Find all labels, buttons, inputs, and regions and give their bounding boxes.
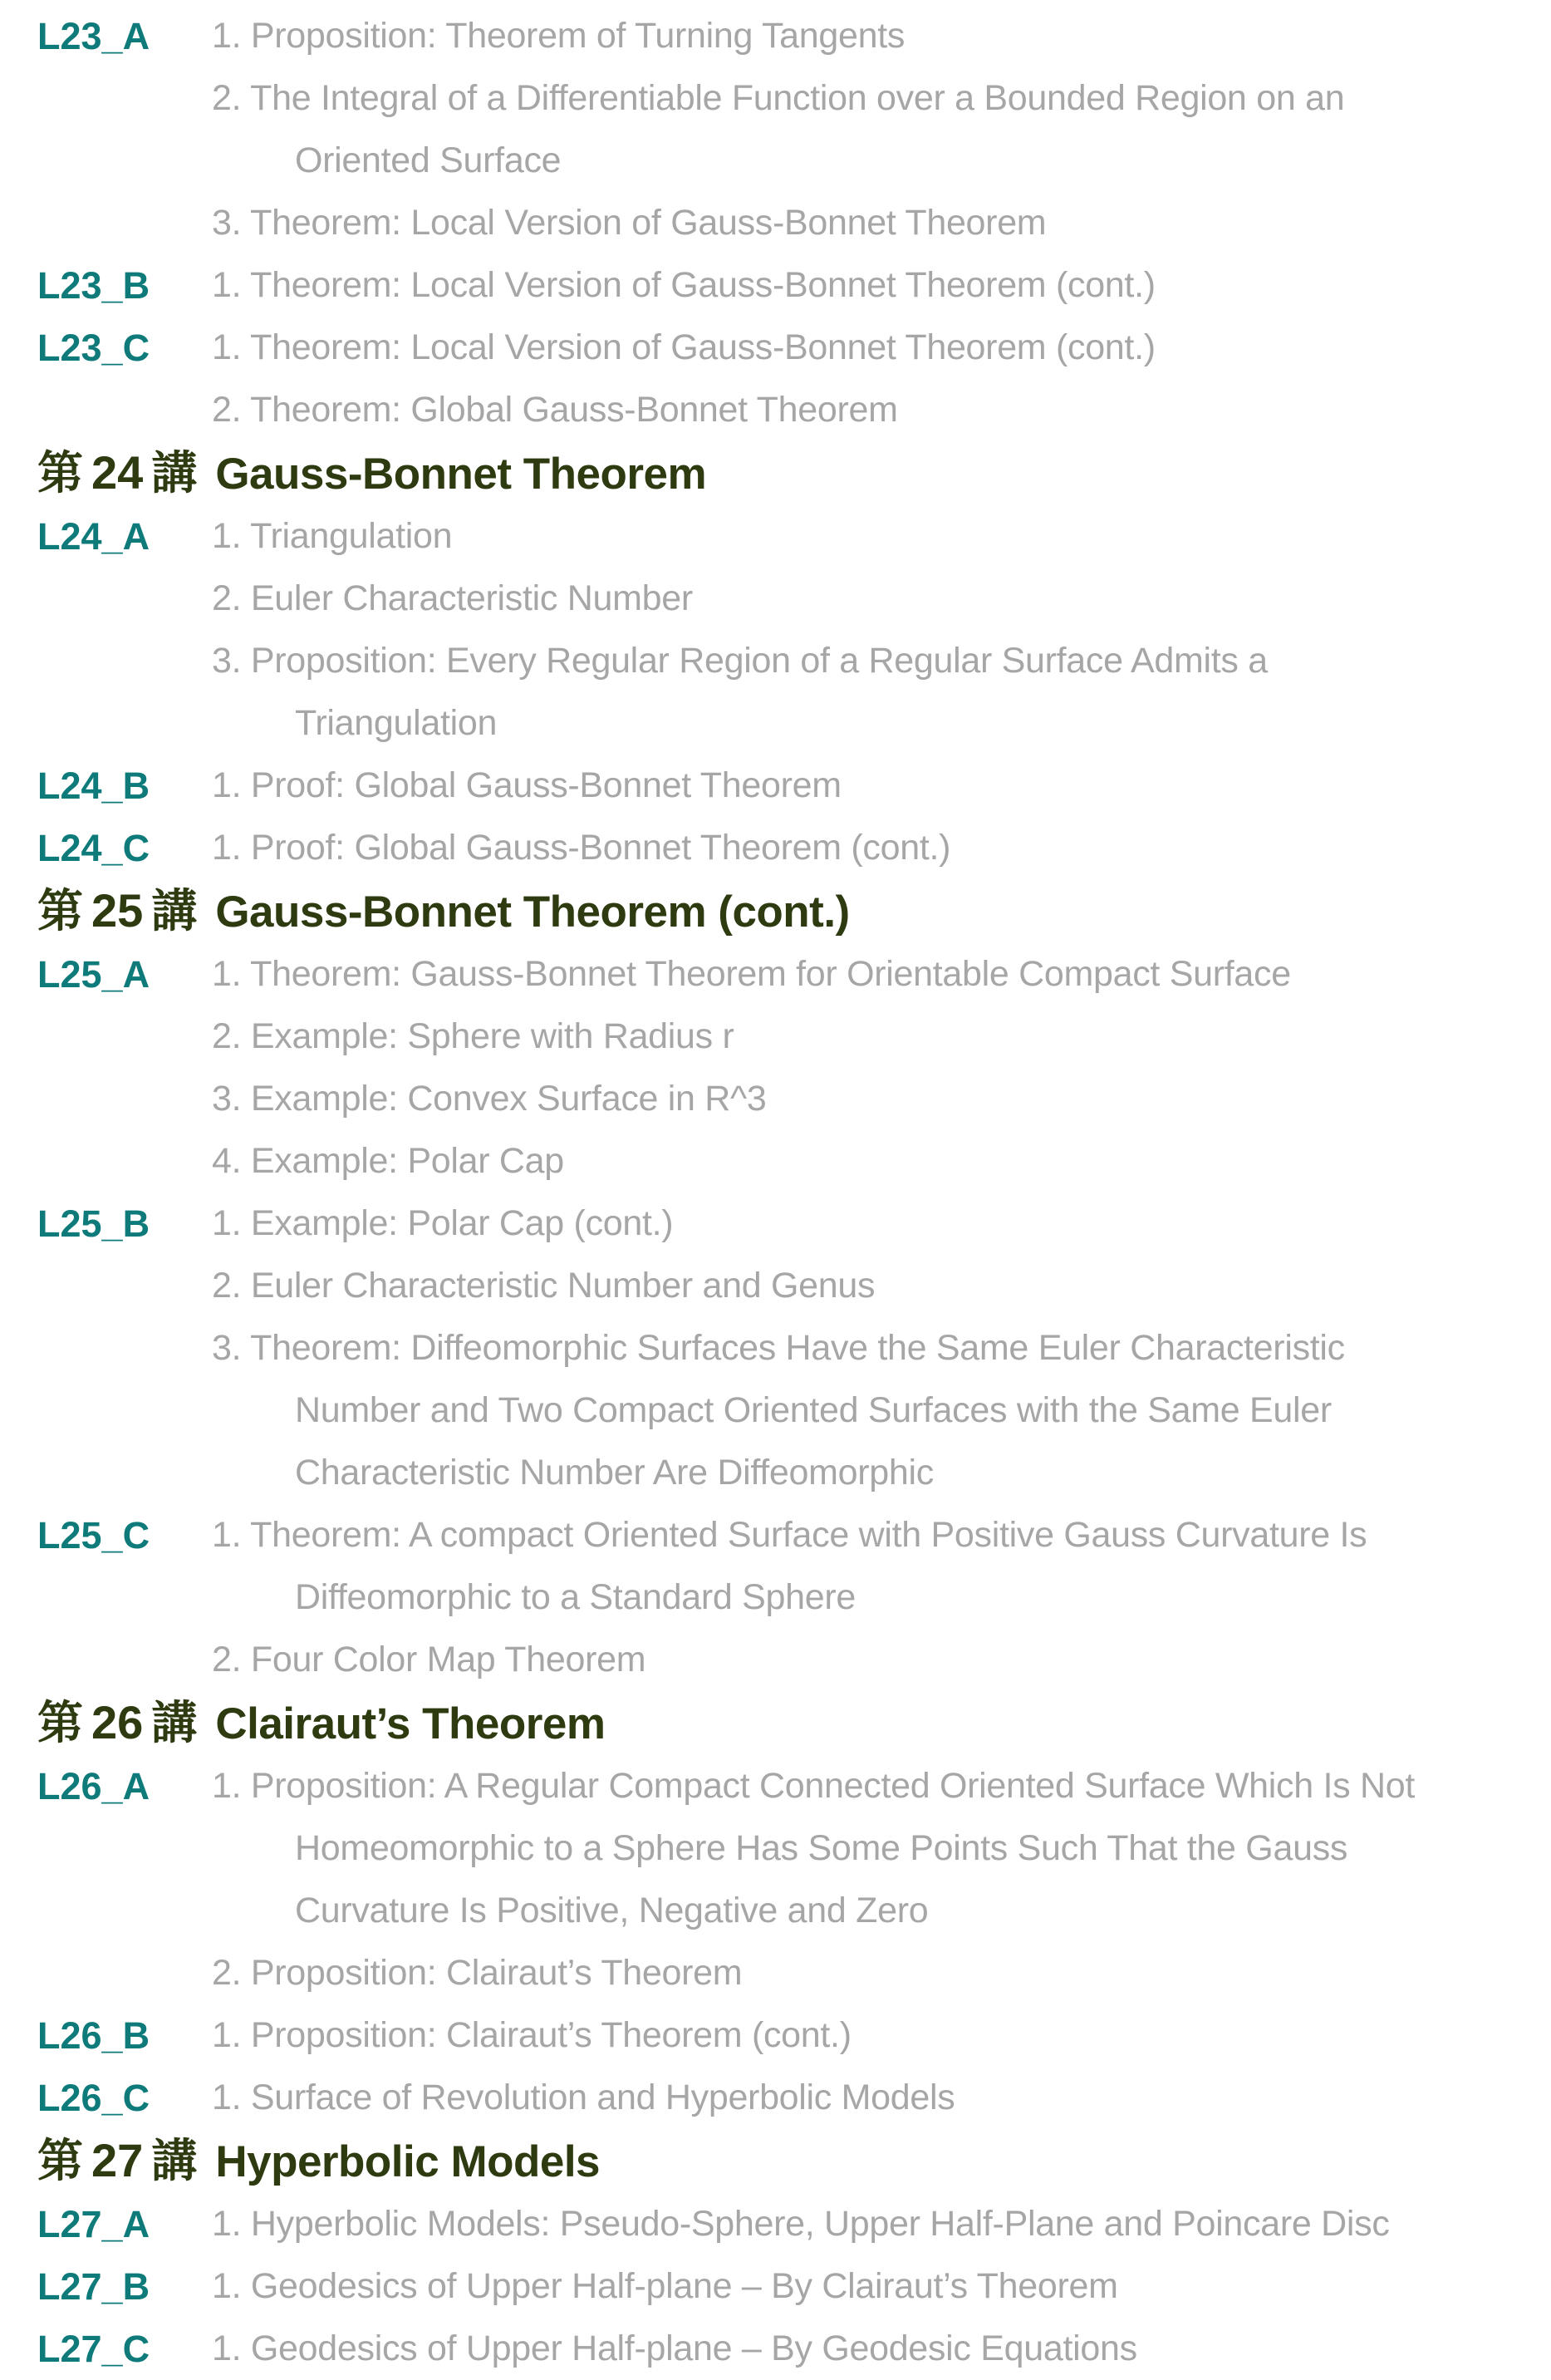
- lecture-entry: [37, 817, 1526, 879]
- outline-item-line: 1. Proposition: Theorem of Turning Tangents: [212, 16, 906, 56]
- outline-item: [212, 2318, 1526, 2380]
- lecture-label: L24_A: [37, 515, 150, 558]
- outline-item-line: 2. The Integral of a Differentiable Function over a Bounded Region on an: [212, 78, 1345, 118]
- outline-item: [212, 379, 1526, 441]
- lecture-label: L26_C: [37, 2077, 150, 2119]
- outline-item: [212, 505, 1526, 568]
- outline-item-line: 3. Theorem: Local Version of Gauss-Bonnet Theorem: [212, 203, 1047, 243]
- outline-item: [212, 1629, 1526, 1691]
- lecture-entry: [37, 2193, 1526, 2255]
- lecture-label: L26_B: [37, 2014, 150, 2057]
- lecture-items: [212, 5, 1526, 254]
- section-header-number: 24: [91, 446, 144, 499]
- outline-item: [212, 2193, 1526, 2255]
- lecture-items: [212, 2193, 1526, 2255]
- lecture-entry: [37, 2004, 1526, 2067]
- section-header: [37, 2129, 1526, 2193]
- lecture-label-column: [37, 317, 212, 379]
- outline-item-line: 1. Theorem: Gauss-Bonnet Theorem for Orientable Compact Surface: [212, 954, 1291, 994]
- section-header-cjk-suffix: 講: [151, 2135, 198, 2186]
- lecture-items: [212, 1192, 1526, 1504]
- lecture-label: L27_C: [37, 2328, 150, 2370]
- lecture-label-column: [37, 5, 212, 67]
- outline-item: [212, 2255, 1526, 2318]
- lecture-items: [212, 2004, 1526, 2067]
- section-header: [37, 879, 1526, 943]
- outline-item-line: Homeomorphic to a Sphere Has Some Points Such That the Gauss: [295, 1828, 1348, 1868]
- outline-item-line: 1. Geodesics of Upper Half-plane – By Clairaut’s Theorem: [212, 2266, 1118, 2306]
- outline-item-line: 1. Example: Polar Cap (cont.): [212, 1203, 674, 1243]
- lecture-items: [212, 2318, 1526, 2380]
- lecture-entry: [37, 1504, 1526, 1691]
- outline-item-line: 3. Example: Convex Surface in R^3: [212, 1079, 767, 1119]
- outline-item: [212, 1130, 1526, 1192]
- outline-item: [212, 630, 1526, 755]
- outline-item: [212, 1755, 1526, 1942]
- section-header-cjk-prefix: 第: [37, 1697, 84, 1748]
- outline-item: [212, 568, 1526, 630]
- section-header-cjk-suffix: 講: [151, 885, 198, 937]
- lecture-items: [212, 755, 1526, 817]
- outline-item-line: Diffeomorphic to a Standard Sphere: [295, 1577, 856, 1617]
- lecture-label-column: [37, 2067, 212, 2129]
- outline-item-line: Characteristic Number Are Diffeomorphic: [295, 1453, 934, 1492]
- lecture-label: L27_B: [37, 2265, 150, 2308]
- lecture-label-column: [37, 505, 212, 568]
- lecture-entry: [37, 1192, 1526, 1504]
- outline-item-line: 1. Proof: Global Gauss-Bonnet Theorem: [212, 765, 842, 805]
- outline-item-line: 1. Geodesics of Upper Half-plane – By Geodesic Equations: [212, 2328, 1137, 2368]
- lecture-label: L23_C: [37, 327, 150, 369]
- outline-item-line: 2. Euler Characteristic Number and Genus: [212, 1266, 876, 1306]
- lecture-items: [212, 2255, 1526, 2318]
- lecture-label-column: [37, 817, 212, 879]
- lecture-items: [212, 317, 1526, 441]
- lecture-entry: [37, 1755, 1526, 2004]
- outline-item: [212, 1317, 1526, 1504]
- outline-item: [212, 5, 1526, 67]
- lecture-label-column: [37, 2004, 212, 2067]
- section-header-cjk-prefix: 第: [37, 2135, 84, 2186]
- outline-item-line: 1. Triangulation: [212, 516, 453, 556]
- outline-item-line: 1. Theorem: A compact Oriented Surface with Positive Gauss Curvature Is: [212, 1515, 1367, 1555]
- outline-item-line: 2. Proposition: Clairaut’s Theorem: [212, 1953, 743, 1993]
- outline-item-line: 1. Proposition: A Regular Compact Connected Oriented Surface Which Is Not: [212, 1766, 1416, 1806]
- outline-item-line: 2. Example: Sphere with Radius r: [212, 1016, 734, 1056]
- outline-item-line: 1. Proposition: Clairaut’s Theorem (cont.): [212, 2015, 852, 2055]
- lecture-entry: [37, 2255, 1526, 2318]
- outline-item-line: Curvature Is Positive, Negative and Zero: [295, 1891, 929, 1930]
- section-header-cjk-prefix: 第: [37, 885, 84, 937]
- section-header-number: 27: [91, 2134, 144, 2186]
- outline-item-line: 1. Surface of Revolution and Hyperbolic Models: [212, 2078, 955, 2117]
- lecture-label-column: [37, 1504, 212, 1566]
- lecture-label: L25_C: [37, 1514, 150, 1556]
- lecture-label: L25_B: [37, 1202, 150, 1245]
- outline-item: [212, 2067, 1526, 2129]
- lecture-entry: [37, 317, 1526, 441]
- lecture-label-column: [37, 943, 212, 1006]
- outline-item: [212, 192, 1526, 254]
- section-header: [37, 1691, 1526, 1755]
- lecture-entry: [37, 254, 1526, 317]
- lecture-items: [212, 817, 1526, 879]
- lecture-label-column: [37, 1192, 212, 1255]
- lecture-label: L23_B: [37, 264, 150, 307]
- outline-item: [212, 755, 1526, 817]
- section-header-title: Hyperbolic Models: [215, 2137, 601, 2186]
- outline-item-line: 2. Theorem: Global Gauss-Bonnet Theorem: [212, 390, 898, 430]
- lecture-entry: [37, 2318, 1526, 2380]
- lecture-entry: [37, 5, 1526, 254]
- outline-item: [212, 317, 1526, 379]
- outline-item-line: 1. Theorem: Local Version of Gauss-Bonnet Theorem (cont.): [212, 327, 1156, 367]
- lecture-label: L24_C: [37, 827, 150, 869]
- lecture-label: L24_B: [37, 765, 150, 807]
- section-header-cjk-suffix: 講: [151, 1697, 198, 1748]
- outline-item-line: Number and Two Compact Oriented Surfaces with the Same Euler: [295, 1390, 1332, 1430]
- outline-item: [212, 943, 1526, 1006]
- outline-item: [212, 254, 1526, 317]
- lecture-items: [212, 1504, 1526, 1691]
- lecture-label-column: [37, 2318, 212, 2380]
- lecture-label: L25_A: [37, 953, 150, 996]
- lecture-entry: [37, 755, 1526, 817]
- lecture-label: L23_A: [37, 15, 150, 57]
- lecture-items: [212, 505, 1526, 755]
- lecture-label-column: [37, 1755, 212, 1817]
- section-header-title: Gauss-Bonnet Theorem: [215, 450, 707, 499]
- section-header-title: Clairaut’s Theorem: [215, 1699, 606, 1748]
- lecture-label-column: [37, 755, 212, 817]
- lecture-items: [212, 1755, 1526, 2004]
- outline-item: [212, 1255, 1526, 1317]
- lecture-label-column: [37, 254, 212, 317]
- outline-item: [212, 67, 1526, 192]
- outline-item: [212, 1504, 1526, 1629]
- section-header-cjk-prefix: 第: [37, 447, 84, 499]
- lecture-entry: [37, 943, 1526, 1192]
- lecture-items: [212, 2067, 1526, 2129]
- outline-item: [212, 1942, 1526, 2004]
- outline-item-line: 4. Example: Polar Cap: [212, 1141, 564, 1181]
- outline-item-line: 3. Theorem: Diffeomorphic Surfaces Have the Same Euler Characteristic: [212, 1328, 1345, 1368]
- lecture-label-column: [37, 2255, 212, 2318]
- outline-item-line: 1. Theorem: Local Version of Gauss-Bonnet Theorem (cont.): [212, 265, 1156, 305]
- lecture-entry: [37, 505, 1526, 755]
- outline-item-line: 3. Proposition: Every Regular Region of a Regular Surface Admits a: [212, 641, 1268, 681]
- lecture-label: L27_A: [37, 2203, 150, 2245]
- lecture-label: L26_A: [37, 1765, 150, 1807]
- outline-item-line: Triangulation: [295, 703, 498, 743]
- outline-item: [212, 1192, 1526, 1255]
- lecture-label-column: [37, 2193, 212, 2255]
- outline-item: [212, 817, 1526, 879]
- outline-item: [212, 1006, 1526, 1068]
- section-header-number: 25: [91, 884, 144, 937]
- outline-item-line: Oriented Surface: [295, 140, 562, 180]
- outline-item-line: 1. Proof: Global Gauss-Bonnet Theorem (cont.): [212, 828, 951, 868]
- lecture-items: [212, 254, 1526, 317]
- outline-item: [212, 2004, 1526, 2067]
- outline-item-line: 2. Four Color Map Theorem: [212, 1640, 646, 1679]
- section-header-number: 26: [91, 1696, 144, 1748]
- section-header: [37, 441, 1526, 505]
- outline-item: [212, 1068, 1526, 1130]
- outline-item-line: 1. Hyperbolic Models: Pseudo-Sphere, Upper Half-Plane and Poincare Disc: [212, 2204, 1390, 2244]
- lecture-items: [212, 943, 1526, 1192]
- lecture-entry: [37, 2067, 1526, 2129]
- section-header-cjk-suffix: 講: [151, 447, 198, 499]
- section-header-title: Gauss-Bonnet Theorem (cont.): [215, 888, 850, 937]
- outline-item-line: 2. Euler Characteristic Number: [212, 578, 693, 618]
